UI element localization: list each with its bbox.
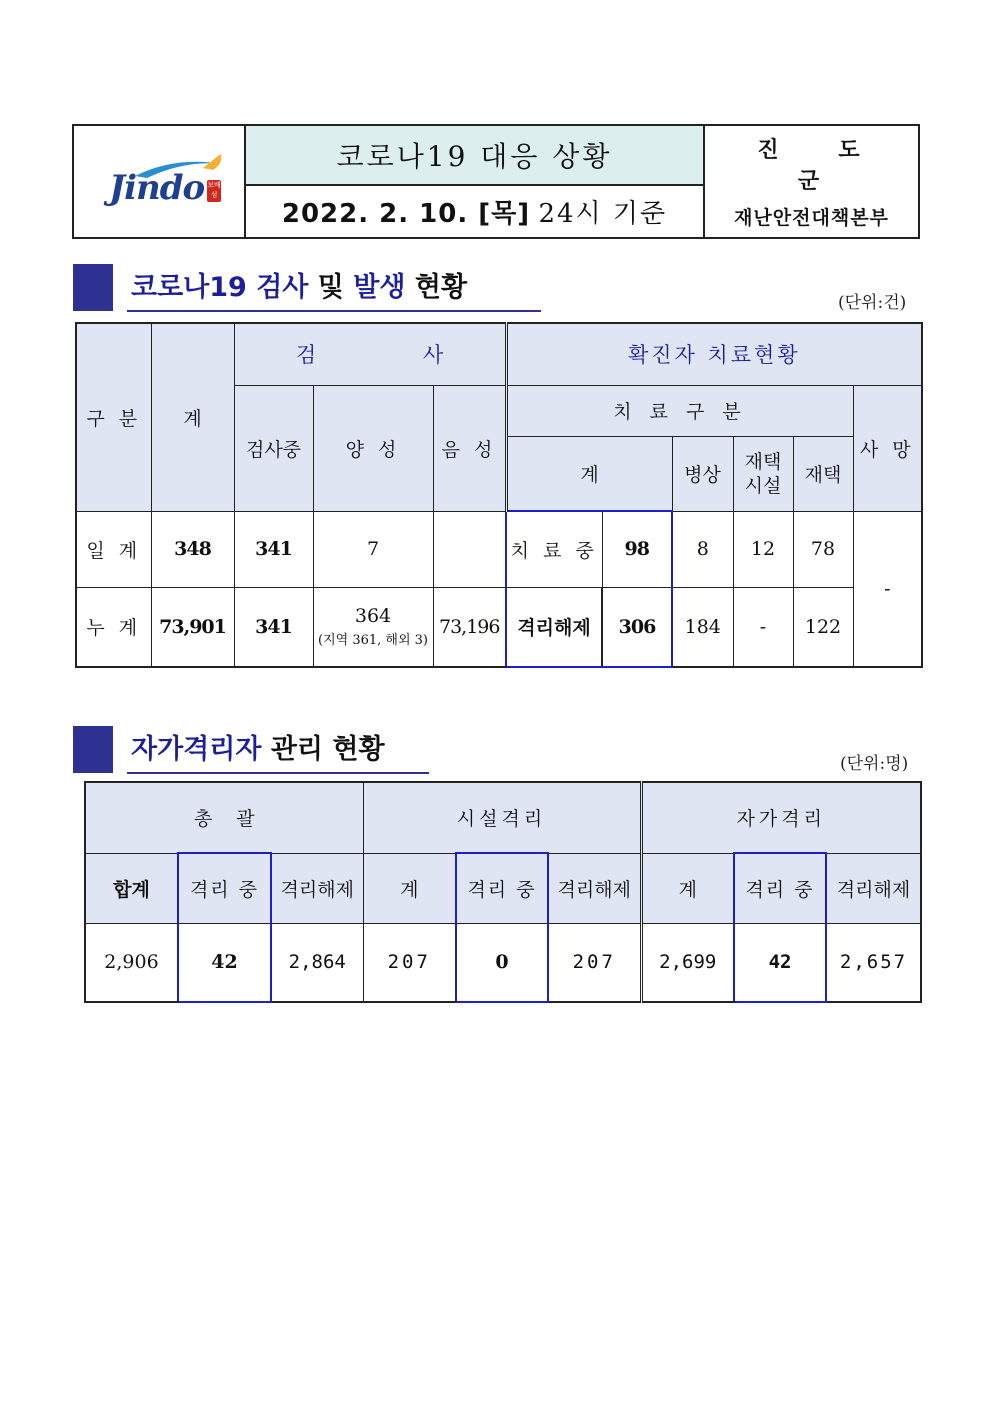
cell-total: 348 (151, 511, 234, 587)
sub-header: 계 (363, 853, 456, 923)
logo-text: Jindo (109, 167, 205, 208)
cell-home: 78 (793, 511, 853, 587)
group-self: 자가격리 (641, 782, 921, 853)
header-treatment-total: 계 (506, 436, 672, 511)
header-testing: 검사중 (234, 385, 313, 511)
sub-header: 격리 중 (734, 853, 826, 923)
value-cell: 42 (734, 923, 826, 1002)
value-cell: 0 (456, 923, 548, 1002)
cell-positive (313, 587, 433, 667)
positive-detail: (지역 361, 해외 3) (318, 633, 428, 649)
cell-home-facility: - (733, 587, 793, 667)
logo-cell (73, 125, 245, 238)
section-title: 코로나19 검사 및 발생 현황 (127, 264, 541, 312)
cell-status: 격리해제 (506, 587, 602, 667)
header-home-facility: 재택 시설 (733, 436, 793, 511)
report-date (245, 185, 704, 238)
cell-status-count: 306 (602, 587, 672, 667)
org-cell (704, 125, 919, 238)
header-death: 사 망 (853, 385, 922, 511)
section-heading-quarantine (73, 726, 453, 774)
positive-value: 364 (354, 605, 392, 628)
header-hospital: 병상 (672, 436, 733, 511)
cell-negative: 73,196 (433, 587, 506, 667)
header-negative: 음 성 (433, 385, 506, 511)
date-value: 2022. 2. 10. [목] (281, 199, 531, 229)
header-home: 재택 (793, 436, 853, 511)
header-positive: 양 성 (313, 385, 433, 511)
cell-hospital: 8 (672, 511, 733, 587)
sub-header: 격리 중 (456, 853, 548, 923)
cell-negative (433, 511, 506, 587)
time-basis: 24시 기준 (538, 199, 668, 229)
cell-status: 치 료 중 (506, 511, 602, 587)
unit-label: (단위:건) (838, 293, 907, 313)
cell-testing: 341 (234, 587, 313, 667)
value-cell: 2,699 (641, 923, 734, 1002)
unit-label: (단위:명) (840, 754, 909, 774)
quarantine-table (84, 781, 922, 1003)
cell-home: 122 (793, 587, 853, 667)
org-name: 진 도 군 (757, 137, 886, 194)
sub-header: 격리해제 (548, 853, 641, 923)
cell-home-facility: 12 (733, 511, 793, 587)
report-title: 코로나19 대응 상황 (245, 125, 704, 185)
sub-header: 격리해제 (826, 853, 921, 923)
section-marker-icon (73, 264, 113, 311)
group-total: 총 괄 (85, 782, 363, 853)
cell-death: - (853, 511, 922, 667)
header-category: 구 분 (76, 323, 151, 511)
sub-header: 격리해제 (271, 853, 363, 923)
header-total: 계 (151, 323, 234, 511)
value-cell: 42 (178, 923, 271, 1002)
header-test-group: 검 사 (234, 323, 506, 385)
section-heading-testing (73, 264, 553, 312)
header-treatment-group: 확진자 치료현황 (506, 323, 922, 385)
section-title: 자가격리자 관리 현황 (127, 726, 429, 774)
cell-status-count: 98 (602, 511, 672, 587)
header-treatment-type: 치 료 구 분 (506, 385, 853, 436)
value-cell: 207 (363, 923, 456, 1002)
value-cell: 207 (548, 923, 641, 1002)
org-subtitle: 재난안전대책본부 (734, 207, 889, 229)
logo-badge: 보배섬 (207, 180, 221, 202)
cell-positive: 7 (313, 511, 433, 587)
testing-table (75, 322, 923, 668)
group-facility: 시설격리 (363, 782, 641, 853)
cell-testing: 341 (234, 511, 313, 587)
cell-total: 73,901 (151, 587, 234, 667)
sub-header: 계 (641, 853, 734, 923)
sub-header: 격리 중 (178, 853, 271, 923)
cell-hospital: 184 (672, 587, 733, 667)
row-label: 일 계 (76, 511, 151, 587)
report-header (72, 124, 920, 239)
value-cell: 2,864 (271, 923, 363, 1002)
row-label: 누 계 (76, 587, 151, 667)
jindo-logo (89, 154, 229, 210)
value-cell: 2,906 (85, 923, 178, 1002)
value-cell: 2,657 (826, 923, 921, 1002)
sub-header: 합계 (85, 853, 178, 923)
section-marker-icon (73, 726, 113, 773)
